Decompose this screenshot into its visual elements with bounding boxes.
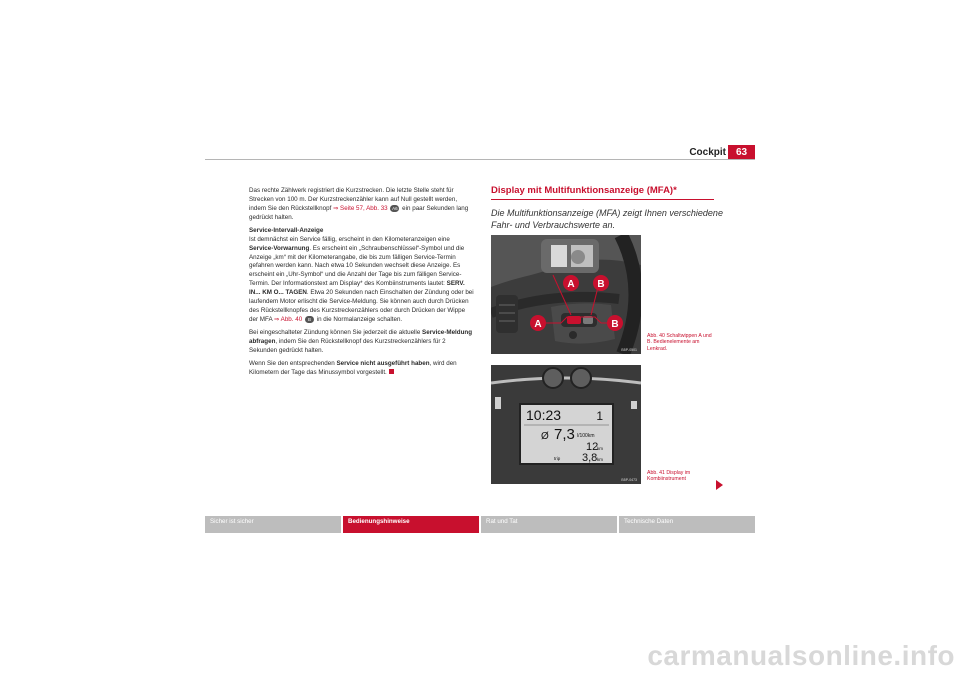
paragraph-text: Das rechte Zählwerk registriert die Kurzstrecken. Die letzte Stelle steht für Strecken von 100 m. Der Kurzstreckenzähler kann auf Null gestellt werden, indem Sie den Rückstellknopf	[249, 187, 458, 212]
header-divider	[205, 159, 755, 160]
left-text-column	[249, 187, 474, 381]
footer-tab-technical-data[interactable]: Technische Daten	[619, 516, 755, 533]
footer-tab-advice[interactable]: Rat und Tat	[481, 516, 617, 533]
paragraph-text: Bei eingeschalteter Zündung können Sie jederzeit die aktuelle	[249, 328, 423, 336]
paragraph-text: , indem Sie den Rückstellknopf des Kurzstreckenzählers für 2 Sekunden gedrückt halten.	[249, 337, 446, 354]
paragraph-text: in die Normalanzeige schalten.	[314, 316, 403, 323]
label-a: A	[534, 319, 542, 330]
instrument-display-illustration	[491, 365, 641, 484]
section-title-underline	[491, 199, 714, 200]
display-distance-1: 12	[586, 441, 599, 453]
bold-term: Service nicht ausgeführt haben	[336, 359, 430, 367]
paragraph-service-interval	[249, 236, 474, 325]
section-heading: Service-Intervall-Anzeige	[249, 226, 324, 234]
figure-caption-41: Abb. 41 Display im Kombiinstrument	[647, 470, 691, 483]
display-distance-1-unit: km	[597, 446, 603, 451]
paragraph-service-overdue	[249, 360, 474, 378]
display-trip-label: trip	[554, 456, 561, 461]
bold-term: Service-Meldung abfragen	[249, 328, 473, 345]
figure-caption-40: Abb. 40 Schaltwippen A und B. Bedienelemente am Lenkrad.	[647, 333, 712, 352]
paragraph-text: . Etwa 20 Sekunden nach Einschalten der Zündung oder bei laufendem Motor erlischt die Service-Meldung. Sie können auch durch Drücken des Rückstellknopfes des Kurzstreckenzählers oder durch Drücken der Wippe der MFA	[249, 289, 474, 323]
display-consumption-unit: l/100km	[577, 433, 595, 439]
reference-badge: B	[305, 316, 314, 323]
display-time: 10:23	[526, 407, 562, 423]
section-end-marker	[389, 369, 394, 374]
display-avg-symbol: Ø	[541, 431, 549, 442]
paragraph-text: , wird den Kilometern der Tage das Minussymbol vorgestellt.	[249, 359, 457, 376]
display-gear: 1	[596, 409, 603, 423]
page-reference-link[interactable]: ⇒ Seite 57, Abb. 33	[333, 204, 388, 212]
header-section-title: Cockpit	[689, 147, 726, 158]
bold-term: SERV. IN... KM O... TAGEN	[249, 280, 465, 297]
label-a: A	[567, 279, 575, 290]
watermark: carmanualsonline.info	[647, 640, 955, 671]
footer-tab-safety[interactable]: Sicher ist sicher	[205, 516, 341, 533]
section-title: Display mit Multifunktionsanzeige (MFA)*	[491, 185, 677, 196]
figure-steering-wheel	[491, 235, 641, 354]
display-distance-2: 3,8	[582, 452, 598, 464]
figure-code: B5P-0501	[621, 348, 637, 352]
section-intro: Die Multifunktionsanzeige (MFA) zeigt Ihnen verschiedene Fahr- und Verbrauchswerte an.	[491, 208, 723, 230]
label-b: B	[611, 319, 619, 330]
figure-code: B5P-0473	[621, 478, 637, 482]
page-number: 63	[728, 145, 755, 160]
display-consumption: 7,3	[554, 426, 575, 443]
paragraph-trip-counter	[249, 187, 474, 223]
label-b: B	[597, 279, 605, 290]
figure-instrument-display	[491, 365, 641, 484]
footer-tab-operation[interactable]: Bedienungshinweise	[343, 516, 479, 533]
paragraph-text: Wenn Sie den entsprechenden	[249, 359, 337, 367]
reference-badge: A6	[392, 205, 398, 211]
bold-term: Service-Vorwarnung	[249, 244, 310, 252]
continue-arrow-icon	[716, 480, 723, 490]
paragraph-service-query	[249, 329, 474, 356]
figure-reference-link[interactable]: ⇒ Abb. 40	[274, 316, 303, 323]
paragraph-text: Ist demnächst ein Service fällig, erscheint in den Kilometeranzeigen eine	[249, 235, 450, 243]
steering-wheel-illustration	[491, 235, 641, 354]
display-distance-2-unit: km	[597, 457, 603, 462]
paragraph-text: ein paar Sekunden lang gedrückt halten.	[249, 204, 469, 221]
paragraph-text: . Es erscheint ein „Schraubenschlüssel“-Symbol und die Anzeige „km“ mit der Kilometerangabe, die bis zum fälligen Service-Termin gefahren werden kann. Nach etwa 10 Sekunden wechselt diese Anzeige. Es erscheint ein „Uhr-Symbol“ und die Anzahl der Tage bis zum fälligen Service-Termin. Der Informationstext am Display* des Kombiinstruments lautet:	[249, 244, 465, 288]
